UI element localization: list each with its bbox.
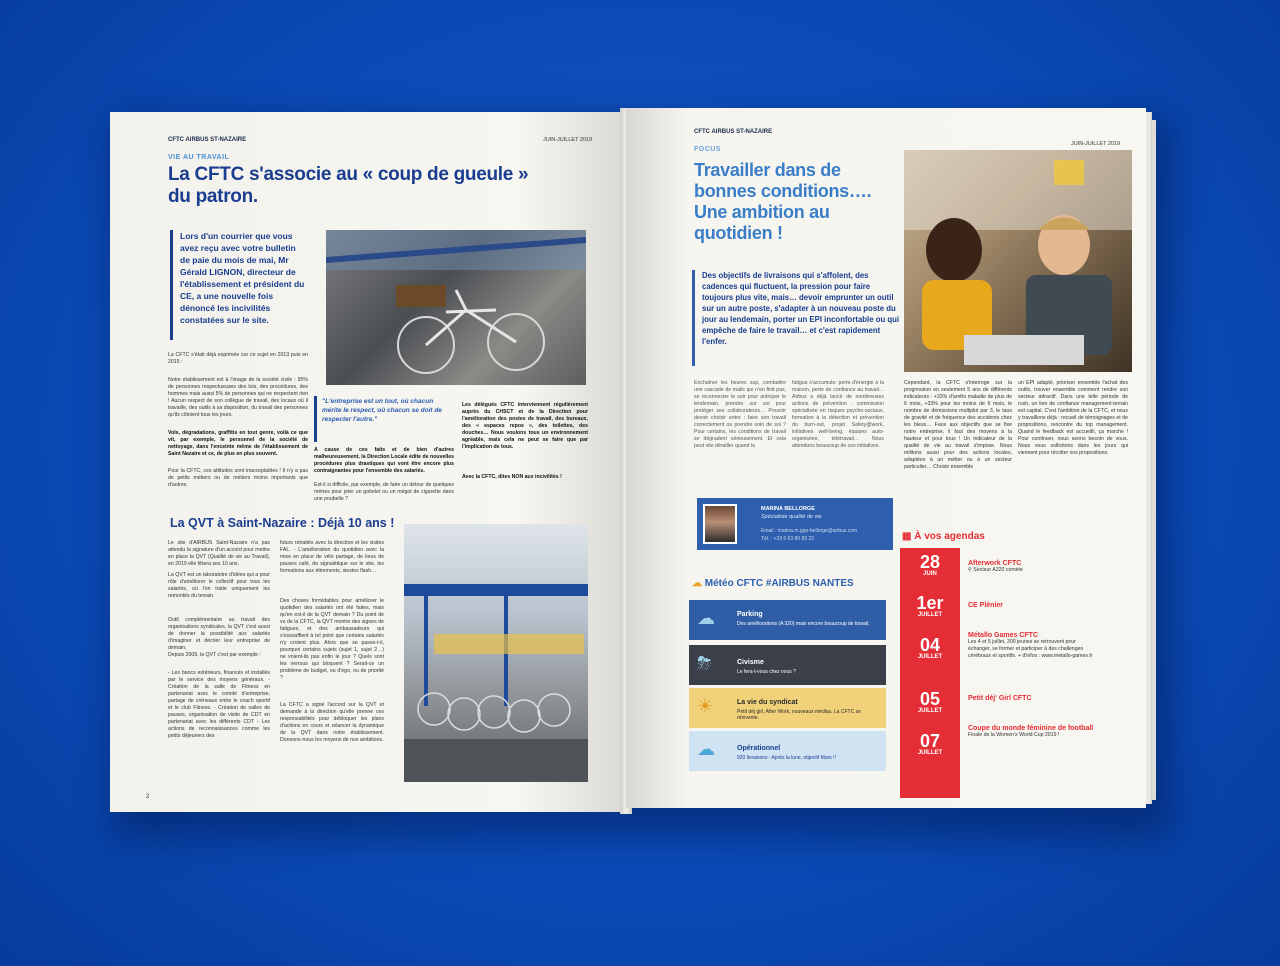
agenda-event: Coupe du monde féminine de football Finale de la Women's World Cup 2019 !	[968, 725, 1094, 738]
paragraph: Enchaîner les heures sup, combattre une cascade de mails qui n'en finit pas, se reconnecter le soir pour anticiper le lendemain, prendre sur soi pour protéger ses collaborateurs… Pouvoir devoir choisir entre : faire son travail correctement ou prendre soin de soi ? Pour certains, les conditions de travail se dégradent sérieusement. Et cela peut vite dérailler quand la	[694, 380, 786, 449]
paragraph: Notre établissement est à l'image de la société civile : 95% de personnes respectueuses des lois, des procédures, des hommes mais aussi 5% de personnes qui ne respectent rien ! Aucun respect de son collègue de travail, des locaux où il travaille, des outils à sa disposition, du travail des personnes qu'ils côtoient tous les jours.	[168, 377, 308, 418]
paragraph: A cause de ces faits et de bien d'autres malheureusement, la Direction Locale édite de nouvelles procédures plus drastiques qui vont être encore plus contraignantes pour l'ensemble des salariés.	[314, 447, 454, 474]
bicycle-photo	[326, 230, 586, 385]
agenda-event: Afterwork CFTC ⚲ Secteur A320 comète	[968, 560, 1023, 573]
header-brand: CFTC AIRBUS ST-NAZAIRE	[694, 129, 773, 135]
agenda-day: 1er JUILLET	[916, 593, 944, 618]
meteo-row-operationnel: ☁ Opérationnel 920 livraisons : Après la lune, objectif Mars !!	[689, 731, 886, 771]
quote-bar	[314, 396, 317, 442]
agenda-date-bar	[900, 548, 960, 798]
bike-shelter-photo	[404, 524, 588, 782]
contact-card	[697, 498, 893, 550]
bike-shelter-illustration	[404, 524, 588, 782]
section-kicker: FOCUS	[694, 146, 721, 153]
paragraph: fatigue s'accumule: perte d'énergie à la maison, perte de confiance au travail… Airbus a déjà lancé de nombreuses actions de prévention : commission spécialisée en risques psycho-sociaux, formation à la détection et prévention du burn-out, projet Safety@work, initiatives well-being, équipes auto-organisées, télétravail… Nous attendons beaucoup de ces initiatives.	[792, 380, 884, 449]
calendar-icon: ▦	[902, 531, 912, 542]
paragraph: La QVT est un laboratoire d'idées qui a pour rôle d'améliorer le collectif pour tous les salariés, où l'on traite uniquement les remontés du terrain.	[168, 572, 270, 599]
coworkers-photo	[904, 150, 1132, 372]
contact-phone: Tél. : +33 6 63 80 83 23	[761, 536, 814, 542]
sun-icon: ☀	[697, 696, 714, 716]
agenda-event: CE Plénier	[968, 602, 1004, 609]
paragraph: La CFTC s'était déjà exprimée sur ce sujet en 2013 puis en 2015 :	[168, 352, 308, 365]
agenda-day: 04 JUILLET	[917, 635, 943, 660]
page-number: 2	[146, 794, 150, 800]
paragraph: Des choses formidables pour améliorer le quotidien des salariés ont été faites, mais qu'en est-il de la QVT demain ? Du point de vu de la CFTC, la QVT montre des signes de fatigues, et des ambassadeurs qui s'essoufflent à tel point que certains salariés n'y croient plus. Alors que se passe-t-il, pourquoi certains sujets (sujet 1, sujet 2…) ne voient-ils pas enfin le jour ? Quels sont les verrous qui bloquent ? Serait-ce un problème de budget, ou d'égo, ou de priorité ?	[280, 598, 384, 681]
paragraph: Outil complémentaire au travail des organisations syndicales, la QVT c'est aussi de donner la possibilité aux salariés d'imaginer et décrier leur entreprise de demain.	[168, 617, 270, 651]
paragraph: - Les bancs extérieurs, financés et installés par le service des moyens généraux. - Création de la salle de Fitness en partenariat avec le comité d'entreprise, partage de créneaux entre le coach sportif et le club Fitness. - Création de salles de pauses, organisation de visite de CDT en partenariat avec les différents CDT - Les actions de reconnaissances comme les petits déjeuners des	[168, 670, 270, 739]
section-title: La QVT à Saint-Nazaire : Déjà 10 ans !	[170, 516, 395, 530]
header-date: JUIN-JUILLET 2019	[543, 137, 593, 143]
meteo-row-syndicat: ☀ La vie du syndicat Petit déj girl, After Work, nouveaux médias. La CFTC se réinvente.	[689, 688, 886, 728]
lead-bar	[692, 270, 695, 366]
paragraph: futurs retraités avec la direction et les visites FAL. - L'amélioration du quotidien avec la mise en place de vélo partage, de lieux de pauses café, de signalétique sur le site, les formations aux étirements, siestes flash…	[280, 540, 384, 574]
contact-role: Spécialiste qualité de vie	[761, 514, 822, 520]
paragraph: Cependant, la CFTC s'interroge sur la progression en seulement 5 ans de différents indicateurs : +33% d'arrêts maladie de plus de 6 mois, +33% pour les moins de 6 mois, le nombre de démissions multiplié par 3, le taux de gravité et de fréquence des accidents chez les bleus… Face aux objectifs que se fixe notre entreprise, il faut des moyens à la hauteur et pour tous ! Un indicateur de la qualité de vie au travail s'impose. Nous militons aussi pour des actions locales, adaptées à un métier ou à un secteur particulier… Choisir ensemble	[904, 380, 1012, 470]
bicycle-illustration	[326, 230, 586, 385]
paragraph: un EPI adapté, prioriser ensemble l'achat des outils, trouver ensemble comment rendre son secteur attractif. Dans une telle période de rush, un lien de confiance management-terrain est capital. C'est l'ambition de la CFTC, et nous y travaillons déjà : recueil de témoignages et de propositions, rencontre du top management. Quand le feedback est accueilli, ça marche ! Pour continuer, nous avons besoin de vous. Nous vous sollicitons dans les jours qui viennent pour récolter vos propositions.	[1018, 380, 1128, 456]
paragraph: Avec la CFTC, dites NON aux incivilités !	[462, 474, 562, 480]
cloud-icon: ☁	[697, 608, 715, 628]
agenda-day: 07 JUILLET	[917, 731, 943, 756]
storm-icon: ⛈	[697, 653, 712, 673]
pull-quote: "L'entreprise est un tout, où chacun mérite le respect, où chacun se doit de respecter l'autre."	[322, 398, 442, 423]
section-kicker: VIE AU TRAVAIL	[168, 154, 230, 161]
article-lead: Lors d'un courrier que vous avez reçu avec votre bulletin de paie du mois de mai, Mr Gérald LIGNON, directeur de l'établissement et président du CE, a une nouvelle fois dénoncé les incivilités constatées sur le site.	[180, 231, 305, 325]
coworkers-illustration	[904, 150, 1132, 372]
header-date: JUIN-JUILLET 2019	[1071, 141, 1121, 147]
paragraph: La CFTC a signé l'accord sur la QVT et demande à la direction qu'elle prenne ces responsabilités pour débloquer les plans d'actions en cours et relancer la dynamique de la QVT dans notre établissement. Donnons-nous les moyens de nos ambitions.	[280, 702, 384, 743]
location-pin-icon: ⚲	[968, 567, 972, 573]
paragraph: Les délégués CFTC interviennent régulièrement auprès du CHSCT et de la Direction pour l'amélioration des postes de travail, des bureaux, des « espaces repos », des toilettes, des douches… Nous voulons tous un environnement agréable, mais cela ne peut se faire que par l'implication de tous.	[462, 402, 588, 450]
cloud-icon: ☁	[692, 578, 702, 589]
article-title: La CFTC s'associe au « coup de gueule » du patron.	[168, 164, 529, 207]
meteo-row-parking: ☁ Parking Des améliorations (A 320) mais encore beaucoup de travail.	[689, 600, 886, 640]
agenda-day: 28 JUIN	[919, 552, 941, 577]
header-brand: CFTC AIRBUS ST-NAZAIRE	[168, 137, 247, 143]
article-title: Travailler dans de bonnes conditions…. Une ambition au quotidien !	[694, 160, 872, 243]
lead-bar	[170, 230, 173, 340]
agenda-title: ▦ À vos agendas	[902, 531, 985, 542]
paragraph: Le site d'AIRBUS Saint-Nazaire n'a pas attendu la signature d'un accord pour mettre en place la QVT (Qualité de vie au Travail), en 2019 elle fêtera ses 10 ans.	[168, 540, 270, 567]
paragraph: Pour la CFTC, ces attitudes sont inacceptables ! Il n'y a pas de petits métiers ou de métiers moins importants que d'autres.	[168, 468, 308, 488]
contact-email[interactable]: Email : marina.m.gpp-bellorge@airbus.com	[761, 528, 858, 534]
paragraph: Depuis 2009, la QVT c'est par exemple :	[168, 652, 261, 658]
cloud-icon: ☁	[697, 739, 715, 759]
meteo-title: ☁ Météo CFTC #AIRBUS NANTES	[692, 578, 854, 589]
contact-name: MARINA BELLORGE	[761, 506, 815, 512]
paragraph: Vols, dégradations, graffitis en tout genre, voilà ce que vit, par exemple, le personnel de la société de nettoyage, dans l'enceinte même de l'établissement de Saint Nazaire et ce, de plus en plus souvent.	[168, 430, 308, 457]
left-page	[110, 112, 625, 812]
agenda-event: Métallo Games CFTC Les 4 et 5 juillet, 300 jeunes se retrouvent pour échanger, se former et participer à des challenges cérébraux et sportifs. + d'infos : www.metallo-games.fr	[968, 632, 1093, 659]
avatar	[703, 504, 737, 544]
paragraph: Est-il si difficile, par exemple, de faire un détour de quelques mètres pour jeter un gobelet ou un mégot de cigarette dans une poubelle ?	[314, 482, 454, 502]
article-lead: Des objectifs de livraisons qui s'affolent, des cadences qui fluctuent, la pression pour faire toujours plus vite, mais… devoir emprunter un outil sur un autre poste, s'adapter à un nouveau poste du jour au lendemain, porter un EPI inconfortable ou qui empêche de faire le travail… et c'est rapidement l'enfer.	[702, 271, 900, 346]
agenda-event: Petit déj' Girl CFTC	[968, 695, 1032, 702]
agenda-day: 05 JUILLET	[917, 689, 943, 714]
meteo-row-civisme: ⛈ Civisme Le fera-t-vous chez vous ?	[689, 645, 886, 685]
